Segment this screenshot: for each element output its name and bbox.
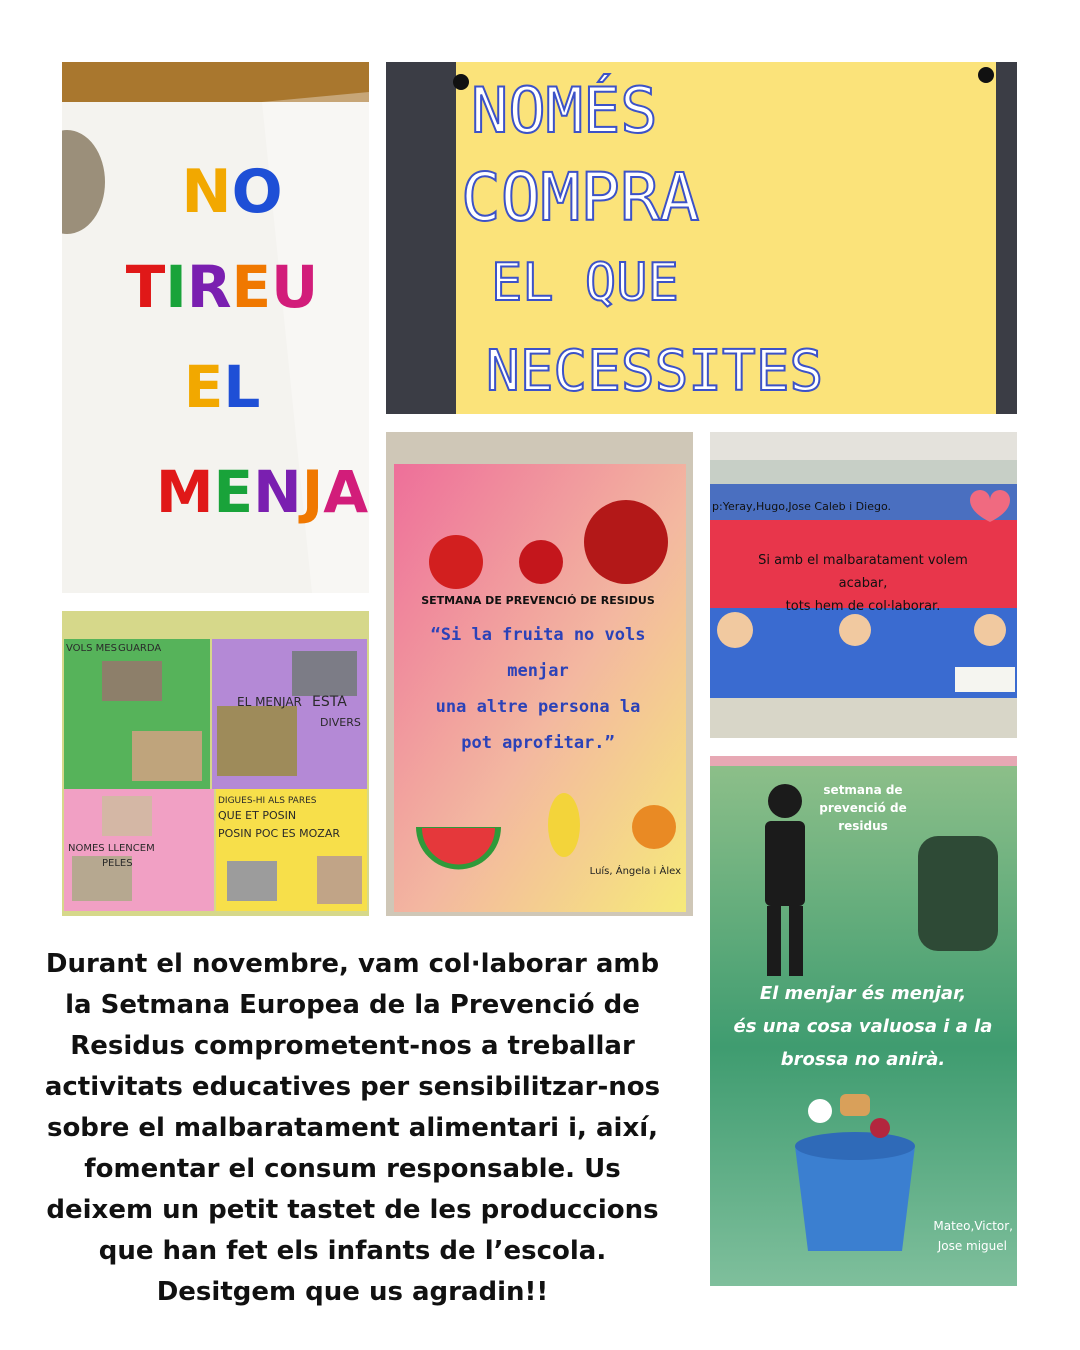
banner-text-3: tots hem de col·laborar. xyxy=(785,599,941,614)
child-illustration-3 xyxy=(974,614,1006,646)
caption-line: fomentar el consum responsable. Us xyxy=(84,1154,621,1184)
caption-line: la Setmana Europea de la Prevenció de xyxy=(65,990,640,1020)
collage-text-nomes-llencem: NOMES LLENCEM xyxy=(68,843,155,854)
person-icon xyxy=(768,784,802,818)
magnet-line-no xyxy=(181,157,282,227)
magnet-letter: E xyxy=(213,458,254,526)
strawberries-icon xyxy=(519,540,563,584)
collage-text-divers: DIVERS xyxy=(320,716,361,729)
poster-authors-1: Mateo,Victor, xyxy=(933,1219,1013,1233)
fruit-basket-icon xyxy=(632,805,676,849)
caption-line: activitats educatives per sensibilitzar-nos xyxy=(44,1072,661,1102)
magnet-letter: N xyxy=(181,157,232,227)
trash-bag-icon xyxy=(918,836,998,951)
magnet-line-menja xyxy=(156,458,368,526)
photo-menjar-es-menjar xyxy=(710,756,1017,1286)
photo-no-tireu-el-menjar xyxy=(62,62,369,593)
magnet-letter: O xyxy=(231,157,283,227)
caption-text xyxy=(30,944,675,1313)
caption-line: Desitgem que us agradin!! xyxy=(156,1277,549,1307)
big-apple-icon xyxy=(584,500,668,584)
magnet-letter: A xyxy=(323,458,369,526)
caption-line: Residus comprometent-nos a treballar xyxy=(70,1031,635,1061)
poster-quote-2: menjar xyxy=(507,661,569,681)
banner-authors: p:Yeray,Hugo,Jose Caleb i Diego. xyxy=(712,500,891,513)
apple-icon xyxy=(429,535,483,589)
magnet-letter: E xyxy=(231,253,272,321)
magnet-letter: N xyxy=(253,458,302,526)
cork-board xyxy=(62,62,369,102)
cut-letters-line-2: COMPRA xyxy=(461,159,700,236)
poster-title-3: residus xyxy=(838,819,888,833)
trash-bin-icon xyxy=(795,1146,915,1251)
poster-title-2: prevenció de xyxy=(819,801,907,815)
photo-nomes-compra xyxy=(386,62,1017,414)
caption-line: sobre el malbaratament alimentari i, així, xyxy=(46,1113,659,1143)
magnet-letter: U xyxy=(271,253,319,321)
magnet-letter: M xyxy=(155,458,214,526)
photo-collages xyxy=(62,611,369,916)
poster-text-1: El menjar és menjar, xyxy=(759,983,967,1004)
collage-text-el-menjar: EL MENJAR xyxy=(237,695,302,709)
collage-text-right-2: QUE ET POSIN xyxy=(218,809,297,822)
poster-title-1: setmana de xyxy=(823,783,903,797)
banner-text-2: acabar, xyxy=(838,576,888,591)
collage-text-right-3: POSIN POC ES MOZAR xyxy=(218,827,340,840)
magnet-letter: J xyxy=(301,458,324,526)
magnet-letter: R xyxy=(186,253,232,321)
poster-heading: SETMANA DE PREVENCIÓ DE RESIDUS xyxy=(421,594,655,607)
poster-text-2: és una cosa valuosa i a la xyxy=(733,1016,993,1037)
collage-text-esta: ESTA xyxy=(312,694,347,710)
cut-letters-line-1: NOMÉS xyxy=(471,74,658,147)
photo-malbaratament-banner xyxy=(710,432,1017,738)
poster-authors: Luís, Ángela i Àlex xyxy=(589,866,681,877)
caption-line: que han fet els infants de l’escola. xyxy=(98,1236,607,1266)
magnet-letter: L xyxy=(223,353,261,421)
poster-authors-2: Jose miguel xyxy=(937,1239,1007,1253)
child-illustration-1 xyxy=(717,612,753,648)
magnet-line-tireu xyxy=(126,253,319,321)
poster-quote-1: “Si la fruita no vols xyxy=(430,625,646,645)
magnet-letter: E xyxy=(183,353,224,421)
banana-icon xyxy=(548,793,580,857)
cut-letters-line-3: EL QUE xyxy=(491,253,679,313)
caption-line: deixem un petit tastet de les produccions xyxy=(46,1195,659,1225)
magnet-letter: I xyxy=(165,253,187,321)
magnet-line-el xyxy=(184,353,261,421)
collage-text-peles: PELES xyxy=(102,858,133,869)
collage-text-right-1: DIGUES-HI ALS PARES xyxy=(218,796,317,806)
poster-text-3: brossa no anirà. xyxy=(780,1049,946,1070)
child-illustration-2 xyxy=(839,614,871,646)
poster-quote-3: una altre persona la xyxy=(435,697,641,717)
poster-quote-4: pot aprofitar.” xyxy=(461,733,615,753)
banner-text-1: Si amb el malbaratament volem xyxy=(758,553,968,568)
photo-fruita-poster xyxy=(386,432,693,916)
caption-line: Durant el novembre, vam col·laborar amb xyxy=(45,949,660,979)
magnet-letter: T xyxy=(125,253,166,321)
collage-text-2: GUARDA xyxy=(118,643,162,654)
cut-letters-line-4: NECESSITES xyxy=(486,339,824,404)
collage-text-1: VOLS MES xyxy=(66,643,117,654)
